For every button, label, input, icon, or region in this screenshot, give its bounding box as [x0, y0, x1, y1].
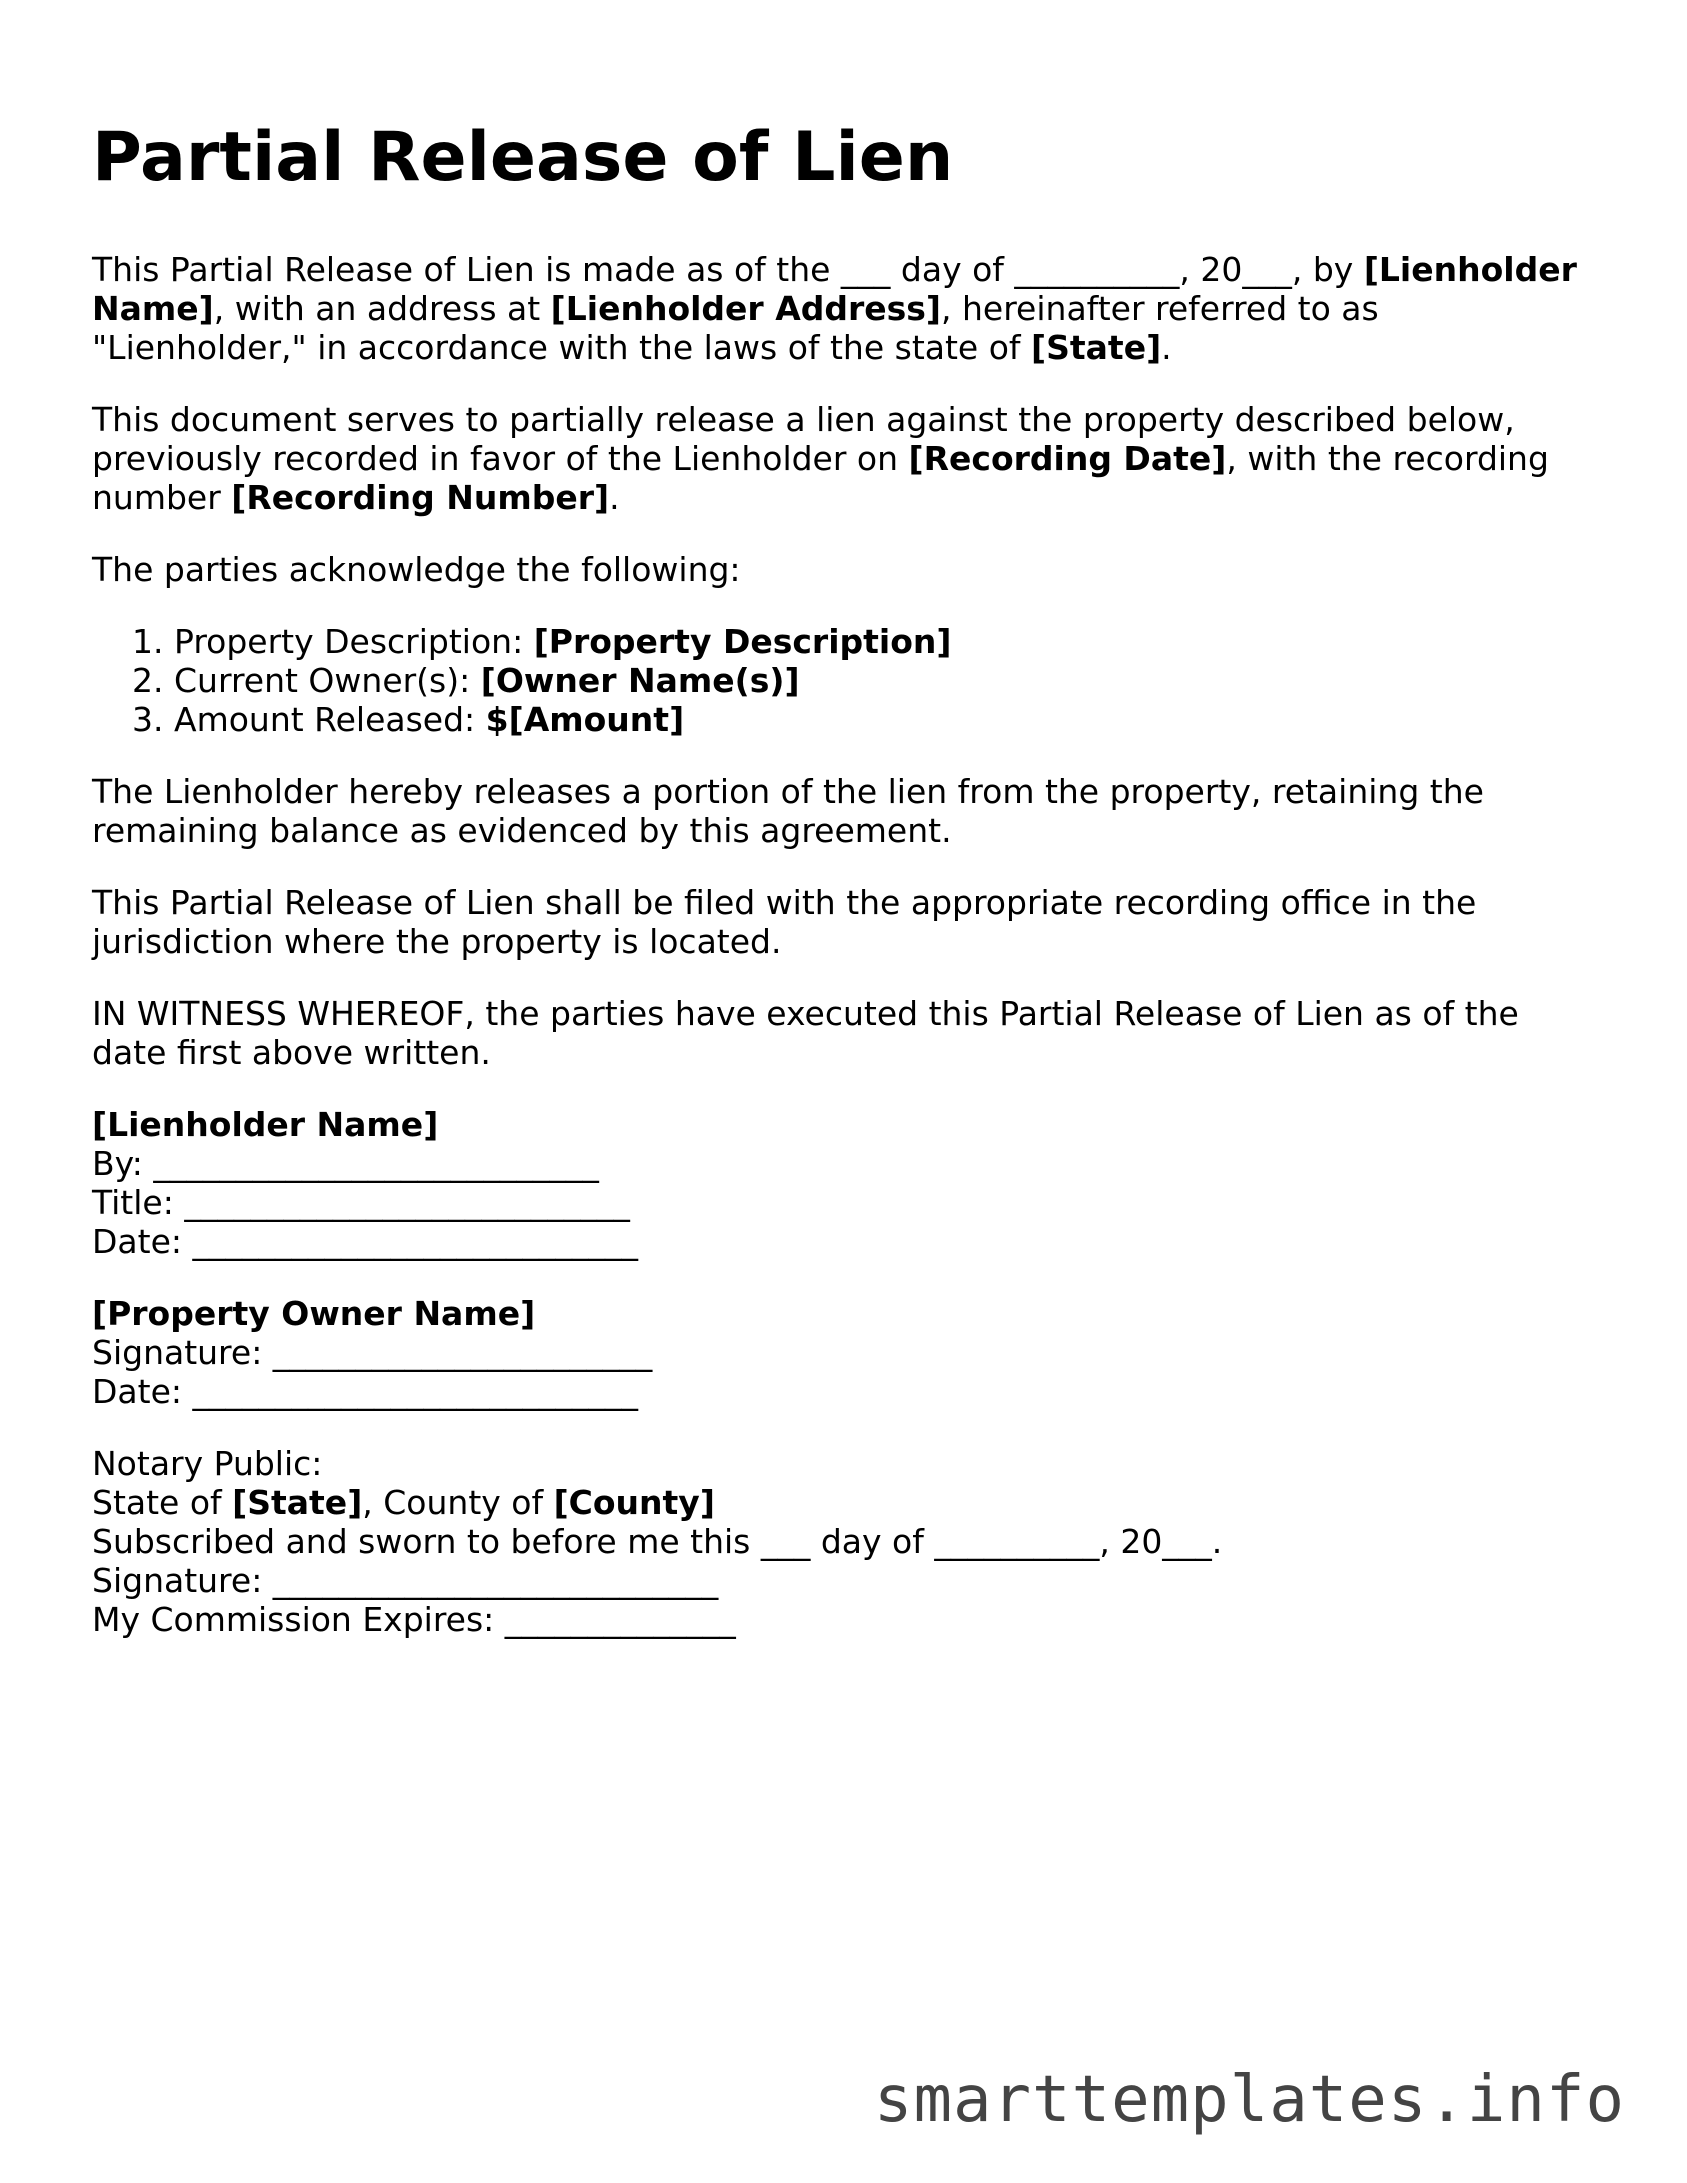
notary-label: Notary Public:: [92, 1444, 323, 1483]
list-item-label: Amount Released:: [174, 700, 486, 739]
intro-paragraph: [92, 250, 1592, 367]
lienholder-by-line: By: ___________________________: [92, 1144, 599, 1183]
notary-state-placeholder: [State]: [232, 1483, 363, 1522]
notary-state-county-line: [92, 1483, 1592, 1522]
document-title: Partial Release of Lien: [92, 118, 954, 197]
notary-county-prefix: , County of: [362, 1483, 554, 1522]
notary-block: [92, 1444, 1592, 1639]
recording-text-3: .: [609, 478, 620, 517]
recording-date-placeholder: [Recording Date]: [908, 439, 1227, 478]
lienholder-heading: [Lienholder Name]: [92, 1105, 439, 1144]
recording-text-1: This document serves to partially release a lien against the property described below, previously recorded in favor of the Lienholder on: [92, 400, 1515, 478]
state-placeholder: [State]: [1031, 328, 1162, 367]
notary-commission-line: My Commission Expires: ______________: [92, 1600, 736, 1639]
witness-paragraph: IN WITNESS WHEREOF, the parties have executed this Partial Release of Lien as of the date first above written.: [92, 994, 1519, 1072]
owner-signature-line: Signature: _______________________: [92, 1333, 653, 1372]
owner-heading: [Property Owner Name]: [92, 1294, 536, 1333]
list-item: [174, 622, 1592, 661]
owner-signature-block: [92, 1294, 1592, 1411]
filing-paragraph: This Partial Release of Lien shall be filed with the appropriate recording office in the jurisdiction where the property is located.: [92, 883, 1477, 961]
owner-names-placeholder: [Owner Name(s)]: [480, 661, 800, 700]
intro-text-2: , with an address at: [213, 289, 551, 328]
recording-text-2: , with the recording number: [92, 439, 1549, 517]
lienholder-title-line: Title: ___________________________: [92, 1183, 630, 1222]
intro-text-3: , hereinafter referred to as "Lienholder," in accordance with the laws of the state of: [92, 289, 1379, 367]
list-item-label: Current Owner(s):: [174, 661, 481, 700]
document-page: [92, 118, 1592, 1672]
watermark: smarttemplates.info: [873, 2063, 1625, 2137]
lienholder-date-line: Date: ___________________________: [92, 1222, 638, 1261]
lienholder-signature-block: [92, 1105, 1592, 1261]
list-item: [174, 661, 1592, 700]
owner-date-line: Date: ___________________________: [92, 1372, 638, 1411]
notary-state-prefix: State of: [92, 1483, 233, 1522]
notary-county-placeholder: [County]: [553, 1483, 715, 1522]
notary-signature-line: Signature: ___________________________: [92, 1561, 719, 1600]
terms-list: [92, 622, 1592, 739]
release-paragraph: The Lienholder hereby releases a portion of the lien from the property, retaining the remaining balance as evidenced by this agreement.: [92, 772, 1484, 850]
lienholder-address-placeholder: [Lienholder Address]: [550, 289, 942, 328]
lienholder-name-placeholder: [Lienholder Name]: [92, 250, 1577, 328]
recording-paragraph: [92, 400, 1592, 517]
recording-number-placeholder: [Recording Number]: [231, 478, 610, 517]
intro-text-1: This Partial Release of Lien is made as of the ___ day of __________, 20___, by: [92, 250, 1364, 289]
intro-text-4: .: [1161, 328, 1172, 367]
notary-sworn-line: Subscribed and sworn to before me this ___ day of __________, 20___.: [92, 1522, 1223, 1561]
acknowledge-paragraph: The parties acknowledge the following:: [92, 550, 741, 589]
amount-placeholder: $[Amount]: [485, 700, 685, 739]
list-item: [174, 700, 1592, 739]
property-description-placeholder: [Property Description]: [533, 622, 952, 661]
list-item-label: Property Description:: [174, 622, 534, 661]
